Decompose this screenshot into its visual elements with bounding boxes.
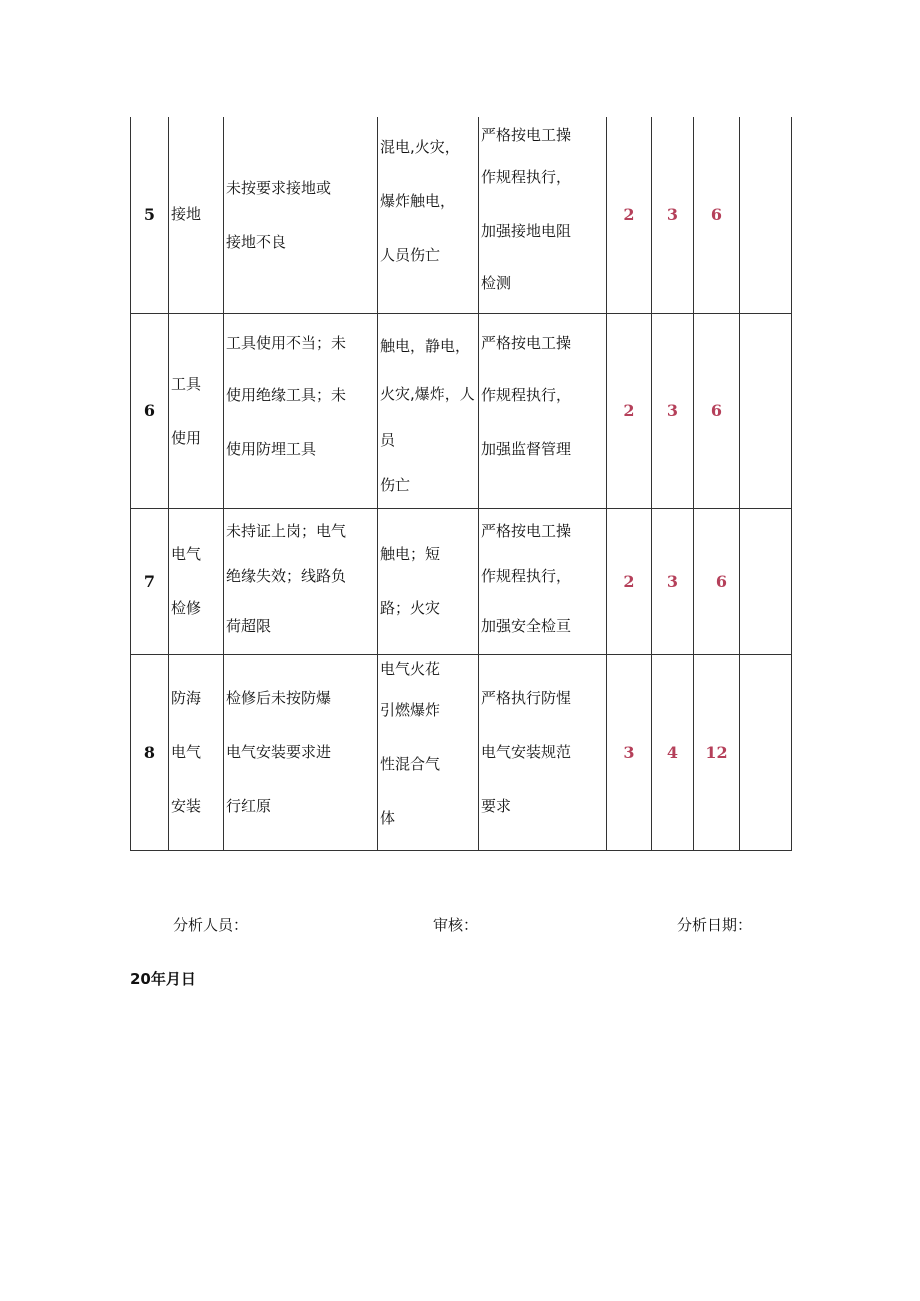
hazard-line: 绝缘失效；线路负 [226,567,347,585]
consequence-line: 性混合气 [380,754,441,773]
table-row [131,117,792,313]
work-item-cell [169,508,224,654]
date-value: 20年月日 [130,970,196,988]
hazard-line: 未持证上岗；电气 [226,522,347,540]
remark-cell [740,117,792,313]
severity-score: 3 [652,117,694,313]
measure-line: 严格执行防惺 [481,689,572,707]
consequence-line: 触电；短 [380,545,441,563]
measure-cell [479,313,607,508]
consequence-line: 触电，静电， [380,336,471,355]
risk-score: 6 [694,508,740,654]
consequence-line: 电气火花 [380,659,441,678]
likelihood-score: 2 [607,508,652,654]
consequence-cell [378,654,479,850]
consequence-line: 人员伤亡 [380,246,441,264]
consequence-cell [378,313,479,508]
measure-line: 加强安全检亘 [481,617,572,635]
measure-cell [479,654,607,850]
measure-line: 严格按电工操 [481,126,572,144]
consequence-cell [378,117,479,313]
hazard-line: 使用防埋工具 [226,439,317,458]
work-item-line: 电气 [171,545,202,563]
measure-cell [479,117,607,313]
row-number: 8 [131,654,169,850]
severity-score: 3 [652,508,694,654]
measure-line: 加强监督管理 [481,439,572,458]
work-item-line: 电气 [171,743,202,761]
consequence-line: 引燃爆炸 [380,700,441,719]
measure-line: 要求 [481,797,512,815]
row-number: 5 [131,117,169,313]
likelihood-score: 2 [607,313,652,508]
hazard-line: 工具使用不当；未 [226,333,347,352]
consequence-line: 体 [380,808,396,827]
hazard-cell [224,117,378,313]
hazard-cell [224,654,378,850]
hazard-line: 行红原 [226,797,272,815]
consequence-line: 路；火灾 [380,599,441,617]
consequence-line: 火灾,爆炸，人 [380,384,475,403]
work-item-line: 使用 [171,428,202,447]
consequence-line: 员 [380,430,396,449]
work-item-line: 防海 [171,689,202,707]
measure-line: 电气安装规范 [481,743,572,761]
severity-score: 3 [652,313,694,508]
hazard-cell [224,508,378,654]
row-number: 6 [131,313,169,508]
consequence-line: 混电,火灾， [380,138,460,156]
work-item-line: 检修 [171,599,202,617]
hazard-line: 接地不良 [226,232,287,251]
measure-line: 加强接地电阻 [481,222,572,240]
risk-score: 6 [694,117,740,313]
hazard-cell [224,313,378,508]
risk-score: 12 [694,654,740,850]
row-number: 7 [131,508,169,654]
work-item-line: 工具 [171,374,202,393]
work-item-cell [169,654,224,850]
analyst-label: 分析人员： [173,916,249,934]
hazard-line: 荷超限 [226,617,272,635]
risk-analysis-table [130,117,792,851]
consequence-cell [378,508,479,654]
analysis-date-label: 分析日期： [677,916,753,934]
reviewer-label: 审核： [433,916,479,934]
work-item-cell [169,313,224,508]
remark-cell [740,508,792,654]
consequence-line: 伤亡 [380,475,411,494]
measure-line: 检测 [481,274,512,292]
measure-line: 严格按电工操 [481,522,572,540]
measure-cell [479,508,607,654]
work-item-line: 接地 [171,205,202,224]
likelihood-score: 2 [607,117,652,313]
table-row [131,508,792,654]
measure-line: 严格按电工操 [481,333,572,352]
risk-score: 6 [694,313,740,508]
severity-score: 4 [652,654,694,850]
hazard-line: 使用绝缘工具；未 [226,385,347,404]
hazard-line: 电气安装要求进 [226,743,332,761]
likelihood-score: 3 [607,654,652,850]
remark-cell [740,313,792,508]
remark-cell [740,654,792,850]
consequence-line: 爆炸触电， [380,192,456,210]
table-row [131,313,792,508]
table-row [131,654,792,850]
measure-line: 作规程执行， [481,168,572,186]
measure-line: 作规程执行， [481,567,572,585]
measure-line: 作规程执行， [481,385,572,404]
hazard-line: 未按要求接地或 [226,178,332,197]
work-item-line: 安装 [171,797,202,815]
hazard-line: 检修后未按防爆 [226,689,332,707]
work-item-cell [169,117,224,313]
